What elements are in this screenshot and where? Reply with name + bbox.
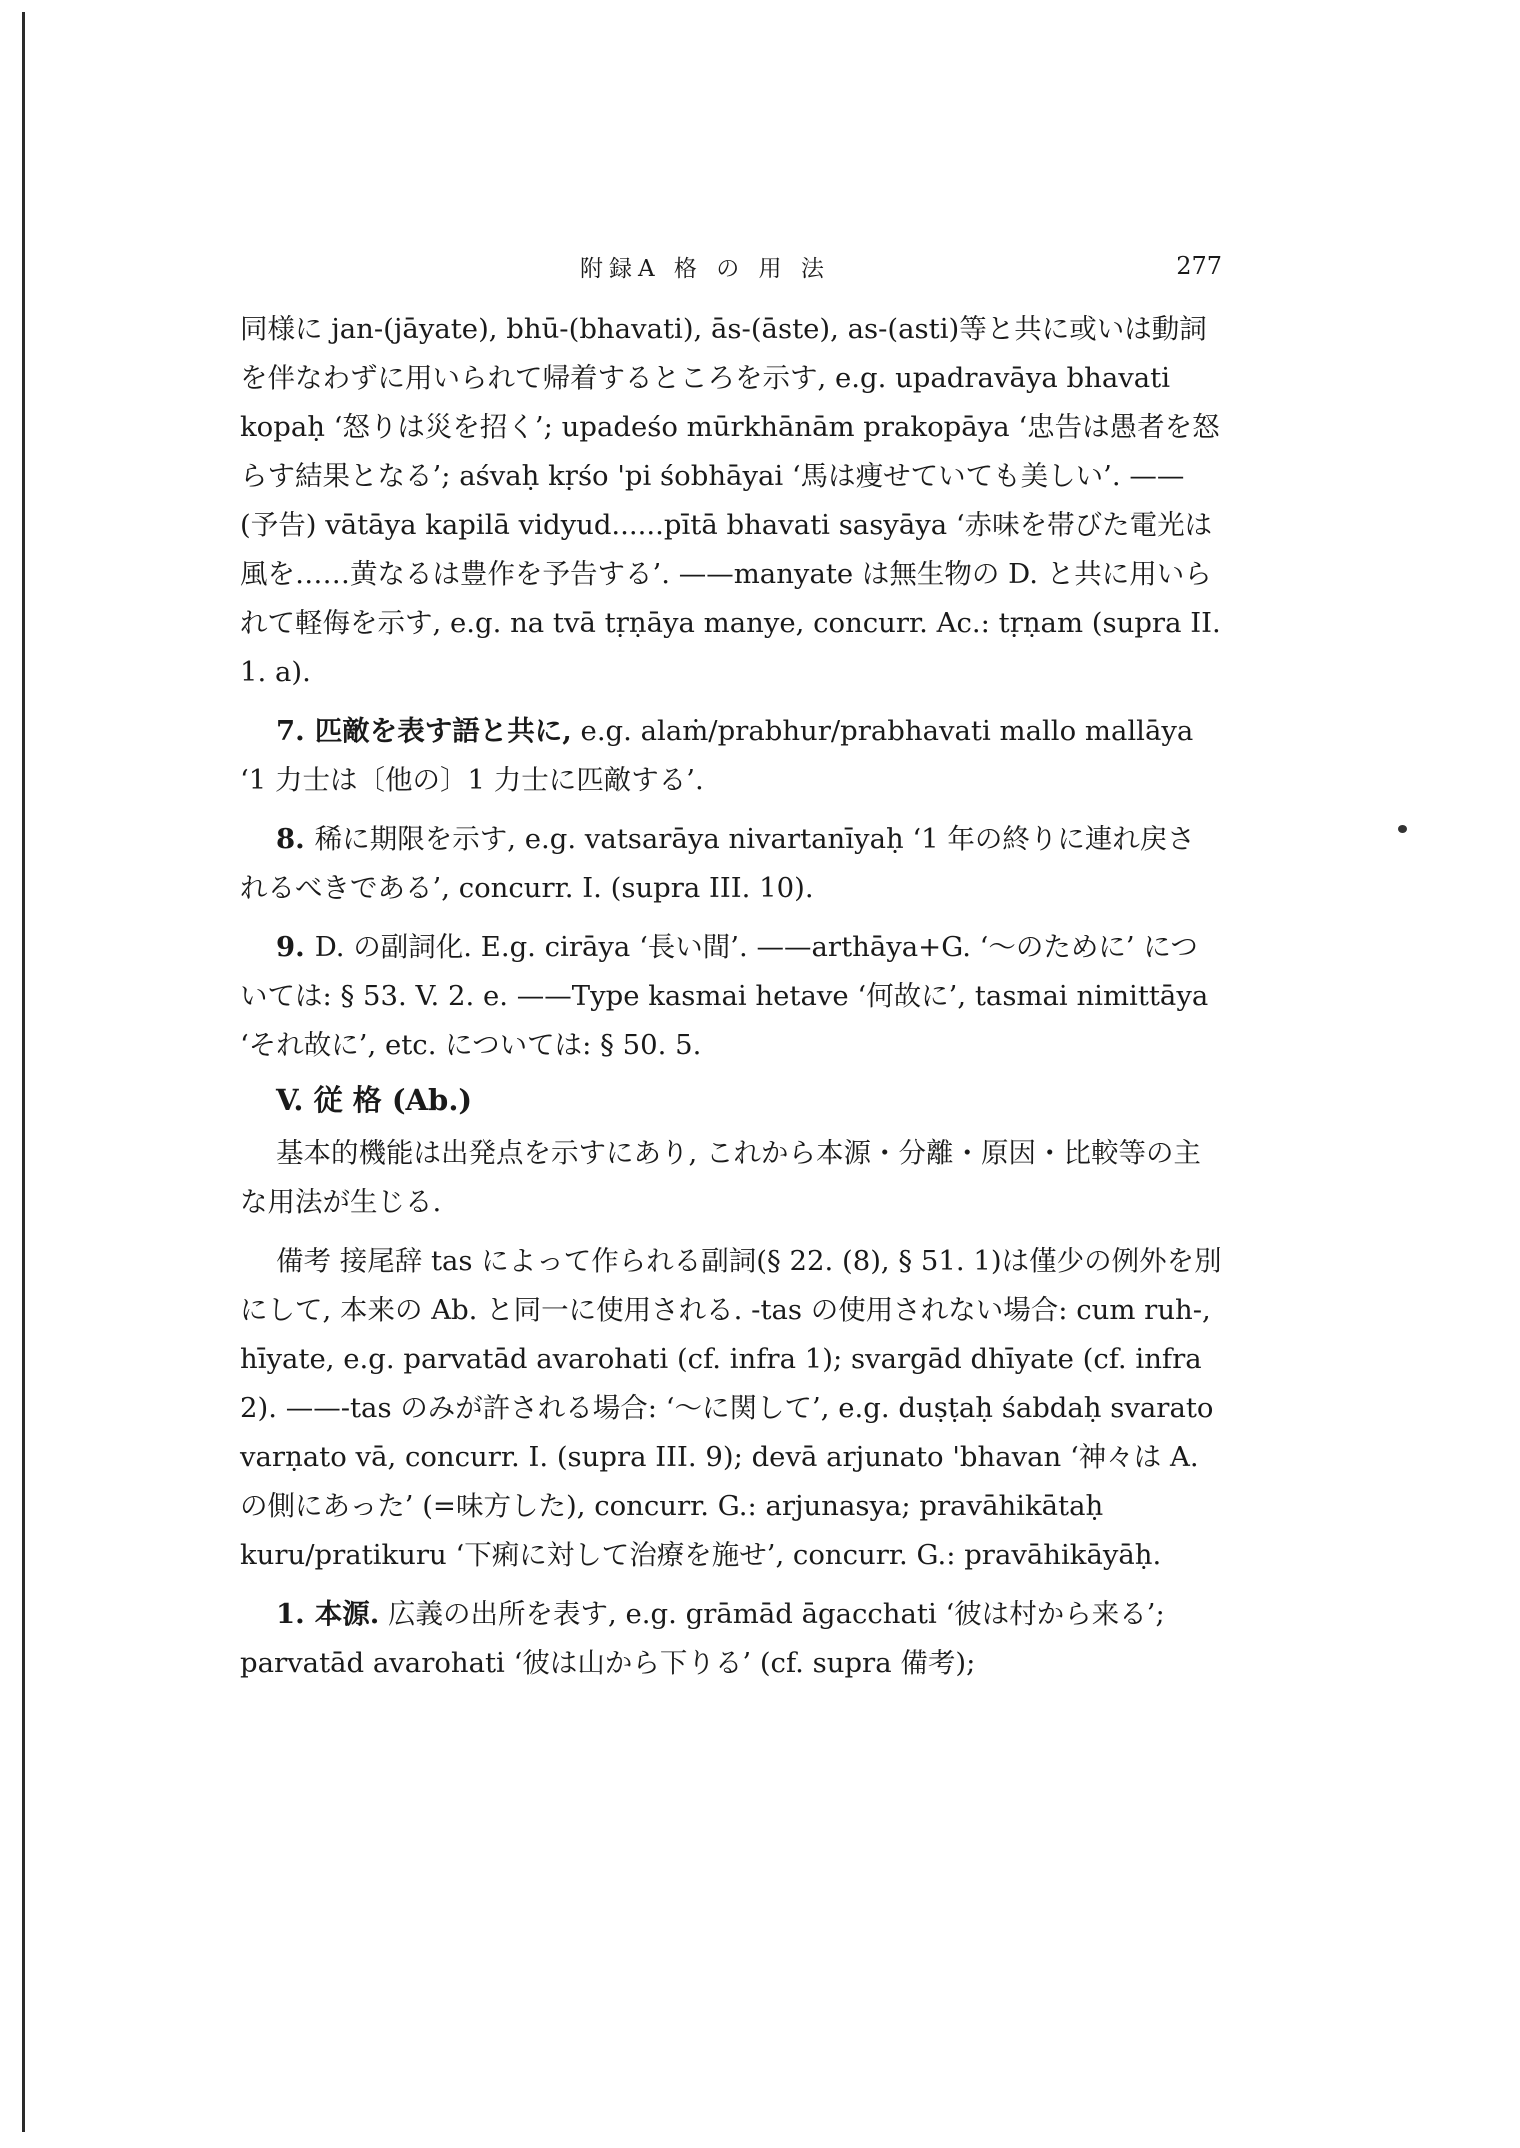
item-7-text: e.g. alaṁ/prabhur/prabhavati mallo mallāya ‘1 力士は〔他の〕1 力士に匹敵する’. <box>240 715 1194 796</box>
running-title: 附録A 格 の 用 法 <box>580 256 830 282</box>
page-number: 277 <box>1176 252 1222 280</box>
section-heading: V. 従 格 (Ab.) <box>276 1083 473 1117</box>
scan-edge-line <box>22 12 25 2132</box>
item-1-heading: 本源. <box>314 1598 380 1630</box>
ink-speck <box>1398 825 1407 833</box>
item-8-number: 8. <box>276 823 305 855</box>
item-7-number: 7. <box>276 715 305 747</box>
item-7-heading: 匹敵を表す語と共に, <box>314 715 572 747</box>
item-1 <box>240 1590 1222 1688</box>
item-9-number: 9. <box>276 931 305 963</box>
item-7 <box>240 707 1222 805</box>
basic-function-paragraph: 基本的機能は出発点を示すにあり, これから本源・分離・原因・比較等の主な用法が生じる. <box>240 1137 1201 1218</box>
item-8-text: 稀に期限を示す, e.g. vatsarāya nivartanīyaḥ ‘1 年の終りに連れ戻されるべきである’, concurr. I. (supra III. 10). <box>240 823 1195 904</box>
item-8 <box>240 815 1222 913</box>
item-1-text: 広義の出所を表す, e.g. grāmād āgacchati ‘彼は村から来る’; parvatād avarohati ‘彼は山から下りる’ (cf. supra 備考); <box>240 1598 1165 1679</box>
item-9 <box>240 923 1222 1070</box>
page-header <box>240 250 1222 290</box>
intro-paragraph: 同様に jan-(jāyate), bhū-(bhavati), ās-(āste), as-(asti)等と共に或いは動詞を伴なわずに用いられて帰着するところを示す, e.g. upadravāya bhavati kopaḥ ‘怒りは災を招く’; upadeśo mūrkhānām prakopāya ‘忠告は愚者を怒らす結果となる’; aśvaḥ kṛśo 'pi śobhāyai ‘馬は痩せていても美しい’. ——(予告) vātāya kapilā vidyud......pītā bhavati sasyāya ‘赤味を帯びた電光は風を……黄なるは豊作を予告する’. ——manyate は無生物の D. と共に用いられて軽侮を示す, e.g. na tvā tṛṇāya manye, concurr. Ac.: tṛṇam (supra II. 1. a). <box>240 313 1221 688</box>
remark-paragraph: 備考 接尾辞 tas によって作られる副詞(§ 22. (8), § 51. 1)は僅少の例外を別にして, 本来の Ab. と同一に使用される. -tas の使用されない場合: cum ruh-, hīyate, e.g. parvatād avarohati (cf. infra 1); svargād dhīyate (cf. infra 2). ——-tas のみが許される場合: ‘〜に関して’, e.g. duṣṭaḥ śabdaḥ svarato varṇato vā, concurr. I. (supra III. 9); devā arjunato 'bhavan ‘神々は A. の側にあった’ (=味方した), concurr. G.: arjunasya; pravāhikātaḥ kuru/pratikuru ‘下痢に対して治療を施せ’, concurr. G.: pravāhikāyāḥ. <box>240 1245 1222 1571</box>
page-body <box>240 305 1222 1688</box>
item-1-number: 1. <box>276 1598 305 1630</box>
item-9-text: D. の副詞化. E.g. cirāya ‘長い間’. ——arthāya+G. ‘〜のために’ については: § 53. V. 2. e. ——Type kasmai hetave ‘何故に’, tasmai nimittāya ‘それ故に’, etc. については: § 50. 5. <box>240 931 1209 1061</box>
